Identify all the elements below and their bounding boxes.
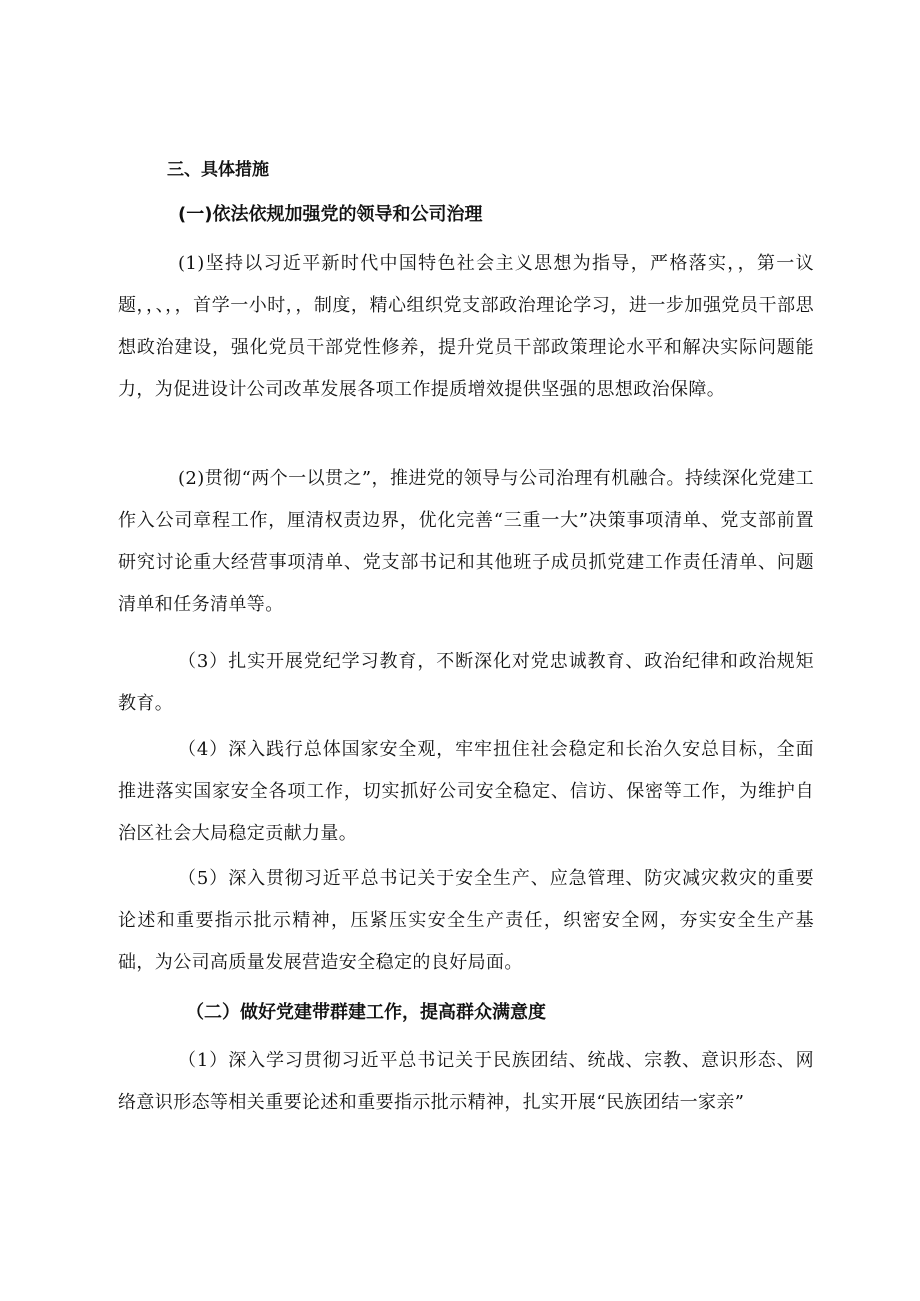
paragraph: (1)坚持以习近平新时代中国特色社会主义思想为指导，严格落实，，第一议题，，、，，首学一小时，，制度，精心组织党支部政治理论学习，进一步加强党员干部思想政治建设，强化党员干部党性修养，提升党员干部政策理论水平和解决实际问题能力，为促进设计公司改革发展各项工作提质增效提供坚强的思想政治保障。 xyxy=(118,253,814,400)
paragraph: （4）深入践行总体国家安全观，牢牢扭住社会稳定和长治久安总目标，全面推进落实国家安全各项工作，切实抓好公司安全稳定、信访、保密等工作，为维护自治区社会大局稳定贡献力量。 xyxy=(118,739,814,844)
section-title: 三、具体措施 xyxy=(167,160,269,180)
subsection-heading-2: （二）做好党建带群建工作，提高群众满意度 xyxy=(186,1002,546,1023)
paragraph: (2)贯彻“两个一以贯之”，推进党的领导与公司治理有机融合。持续深化党建工作入公司章程工作，厘清权责边界，优化完善“三重一大”决策事项清单、党支部前置研究讨论重大经营事项清单、党支部书记和其他班子成员抓党建工作责任清单、问题清单和任务清单等。 xyxy=(118,468,814,615)
paragraph: （1）深入学习贯彻习近平总书记关于民族团结、统战、宗教、意识形态、网络意识形态等相关重要论述和重要指示批示精神，扎实开展“民族团结一家亲” xyxy=(118,1050,814,1113)
paragraph: （3）扎实开展党纪学习教育，不断深化对党忠诚教育、政治纪律和政治规矩教育。 xyxy=(118,651,814,714)
paragraph: （5）深入贯彻习近平总书记关于安全生产、应急管理、防灾减灾救灾的重要论述和重要指示批示精神，压紧压实安全生产责任，织密安全网，夯实安全生产基础，为公司高质量发展营造安全稳定的良好局面。 xyxy=(118,868,814,973)
subsection-heading-1: (一)依法依规加强党的领导和公司治理 xyxy=(178,204,483,225)
